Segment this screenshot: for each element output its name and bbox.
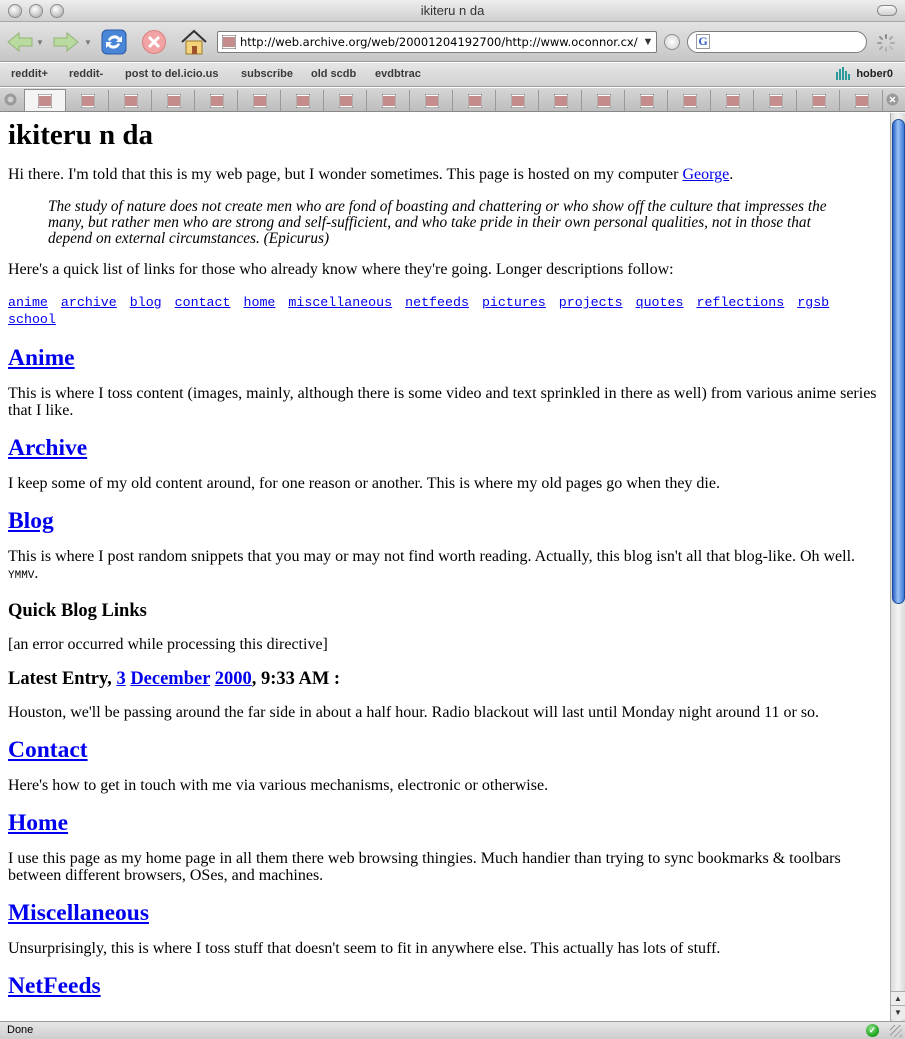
archive-favicon-icon [296,94,310,108]
archive-favicon-icon [769,94,783,108]
google-search-field[interactable] [687,31,867,53]
archive-favicon-icon [726,94,740,108]
archive-favicon-icon [812,94,826,108]
bookmark-subscribe[interactable]: subscribe [241,68,293,80]
bookmark-post-to-delicious[interactable]: post to del.icio.us [125,68,219,80]
entry-month-link[interactable]: December [130,669,211,689]
archive-favicon-icon [167,94,181,108]
scrollbar-thumb[interactable] [892,119,905,604]
browser-tab[interactable] [540,90,582,111]
browser-tab[interactable] [755,90,797,111]
quick-nav-link-archive[interactable]: archive [60,295,117,310]
back-button[interactable] [4,26,36,58]
snapback-button[interactable] [664,34,680,50]
browser-tab[interactable] [411,90,453,111]
archive-favicon-icon [124,94,138,108]
contact-description: Here's how to get in touch with me via various mechanisms, electronic or otherwise. [8,777,549,794]
archive-favicon-icon [38,94,52,108]
browser-tab[interactable] [626,90,668,111]
quick-nav-link-quotes[interactable]: quotes [635,295,684,310]
epicurus-quote: The study of nature does not create men who are fond of boasting and chattering or who show off the culture that impresses the many, but rather men who are strong and self-sufficient, and who take pride in their own personal qualities, not in those that depend on external circumstances. (Epicurus) [48,198,827,247]
scroll-up-button[interactable]: ▲ [891,991,905,1005]
archive-favicon-icon [81,94,95,108]
toolbar-toggle-button[interactable] [877,5,897,16]
archive-description: I keep some of my old content around, for one reason or another. This is where my old pages go when they die. [8,475,720,492]
archive-favicon-icon [597,94,611,108]
bookmarks-bar [0,63,905,87]
browser-tab[interactable] [497,90,539,111]
reload-button[interactable] [98,26,130,58]
resize-grip[interactable] [890,1025,902,1037]
anime-description: This is where I toss content (images, mainly, although there is some video and text sprinkled in there as well) from various anime series that I like. [8,385,877,419]
security-ok-icon[interactable]: ✓ [866,1024,879,1037]
google-icon[interactable]: G [696,34,710,49]
bookmark-evdbtrac[interactable]: evdbtrac [375,68,421,80]
url-text[interactable]: http://web.archive.org/web/20001204192700/http://www.oconnor.cx/ [240,35,638,49]
window-title-bar [0,0,905,22]
browser-tab[interactable] [712,90,754,111]
archive-favicon-icon [339,94,353,108]
stop-button[interactable] [138,26,170,58]
quick-nav-link-pictures[interactable]: pictures [481,295,546,310]
archive-favicon-icon [210,94,224,108]
quick-nav-link-contact[interactable]: contact [174,295,231,310]
browser-tab[interactable] [282,90,324,111]
quick-nav-link-rgsb[interactable]: rgsb [797,295,830,310]
loading-spinner-icon [876,33,896,53]
archive-favicon-icon [425,94,439,108]
quick-nav-link-blog[interactable]: blog [129,295,162,310]
netfeeds-heading-link[interactable]: NetFeeds [8,973,101,999]
miscellaneous-description: Unsurprisingly, this is where I toss stuff that doesn't seem to fit in anywhere else. This actually has lots of stuff. [8,940,721,957]
browser-tab[interactable] [368,90,410,111]
back-history-dropdown[interactable]: ▼ [36,38,44,47]
window-title: ikiteru n da [420,3,485,18]
quick-nav-link-school[interactable]: school [8,312,56,327]
archive-favicon-icon [554,94,568,108]
archive-favicon-icon [683,94,697,108]
signal-bars-icon [836,67,852,80]
quick-nav-link-reflections[interactable]: reflections [696,295,785,310]
vertical-scrollbar[interactable] [890,113,905,1021]
anime-heading-link[interactable]: Anime [8,345,75,371]
scroll-down-button[interactable]: ▼ [891,1005,905,1019]
archive-favicon-icon [253,94,267,108]
tab-bar [0,88,905,112]
quick-nav-links [8,294,882,328]
bookmark-old-scdb[interactable]: old scdb [311,68,357,80]
bookmark-reddit-plus[interactable]: reddit+ [11,68,48,80]
browser-tab[interactable] [798,90,840,111]
browser-tab[interactable] [325,90,367,111]
quick-blog-links-heading: Quick Blog Links [8,601,147,621]
browser-tab[interactable] [153,90,195,111]
quick-nav-link-netfeeds[interactable]: netfeeds [405,295,469,310]
browser-tab[interactable] [24,89,66,112]
page-title: ikiteru n da [8,119,154,151]
page-content [0,113,890,1021]
home-icon [179,28,209,56]
url-history-dropdown[interactable]: ▼ [642,36,654,48]
address-bar[interactable] [217,31,657,53]
quick-nav-link-miscellaneous[interactable]: miscellaneous [288,295,393,310]
forward-button[interactable] [50,26,82,58]
reload-icon [100,28,128,56]
quick-nav-link-home[interactable]: home [243,295,276,310]
back-arrow-icon [6,30,34,54]
archive-favicon-icon [382,94,396,108]
blog-description: This is where I post random snippets that you may or may not find worth reading. Actually, this blog isn't all that blog-like. Oh well. YMMV. [8,548,856,582]
contact-heading-link[interactable]: Contact [8,737,88,763]
forward-history-dropdown[interactable]: ▼ [84,38,92,47]
archive-favicon-icon [468,94,482,108]
browser-tab[interactable] [239,90,281,111]
entry-year-link[interactable]: 2000 [214,669,252,689]
stop-icon [141,29,167,55]
quicklist-intro: Here's a quick list of links for those who already know where they're going. Longer descriptions follow: [8,261,674,278]
home-description: I use this page as my home page in all them there web browsing thingies. Much handier than trying to sync bookmarks & toolbars between different browsers, OSes, and machines. [8,850,841,884]
quick-nav-link-projects[interactable]: projects [558,295,623,310]
close-tab-icon [886,93,899,106]
home-button[interactable] [178,26,210,58]
latest-entry-text: Houston, we'll be passing around the far side in about a half hour. Radio blackout will last until Monday night around 11 or so. [8,704,820,721]
entry-day-link[interactable]: 3 [116,669,126,689]
status-bar [0,1021,905,1039]
browser-tab[interactable] [841,90,883,111]
miscellaneous-heading-link[interactable]: Miscellaneous [8,900,149,926]
browser-tab[interactable] [583,90,625,111]
browser-tab[interactable] [454,90,496,111]
george-link[interactable]: George [682,166,730,183]
archive-heading-link[interactable]: Archive [8,435,88,461]
user-bookmark-label: hober0 [856,67,893,80]
browser-tab[interactable] [669,90,711,111]
navigation-toolbar [0,22,905,62]
browser-tab[interactable] [67,90,109,111]
home-heading-link[interactable]: Home [8,810,69,836]
user-bookmark[interactable] [836,67,893,80]
status-text: Done [7,1024,34,1036]
archive-favicon-icon [855,94,869,108]
intro-paragraph: Hi there. I'm told that this is my web page, but I wonder sometimes. This page is hosted on my computer George. [8,166,734,183]
tab-overflow-icon [4,93,17,106]
blog-heading-link[interactable]: Blog [8,508,54,534]
quick-nav-link-anime[interactable]: anime [8,295,48,310]
latest-entry-heading: Latest Entry, 3 December 2000, 9:33 AM : [8,669,341,689]
browser-tab[interactable] [110,90,152,111]
archive-favicon-icon [511,94,525,108]
bookmark-reddit-minus[interactable]: reddit- [69,68,104,80]
archive-favicon-icon [222,35,236,49]
forward-arrow-icon [52,30,80,54]
ssi-error-message: [an error occurred while processing this directive] [8,636,328,653]
archive-favicon-icon [640,94,654,108]
browser-tab[interactable] [196,90,238,111]
